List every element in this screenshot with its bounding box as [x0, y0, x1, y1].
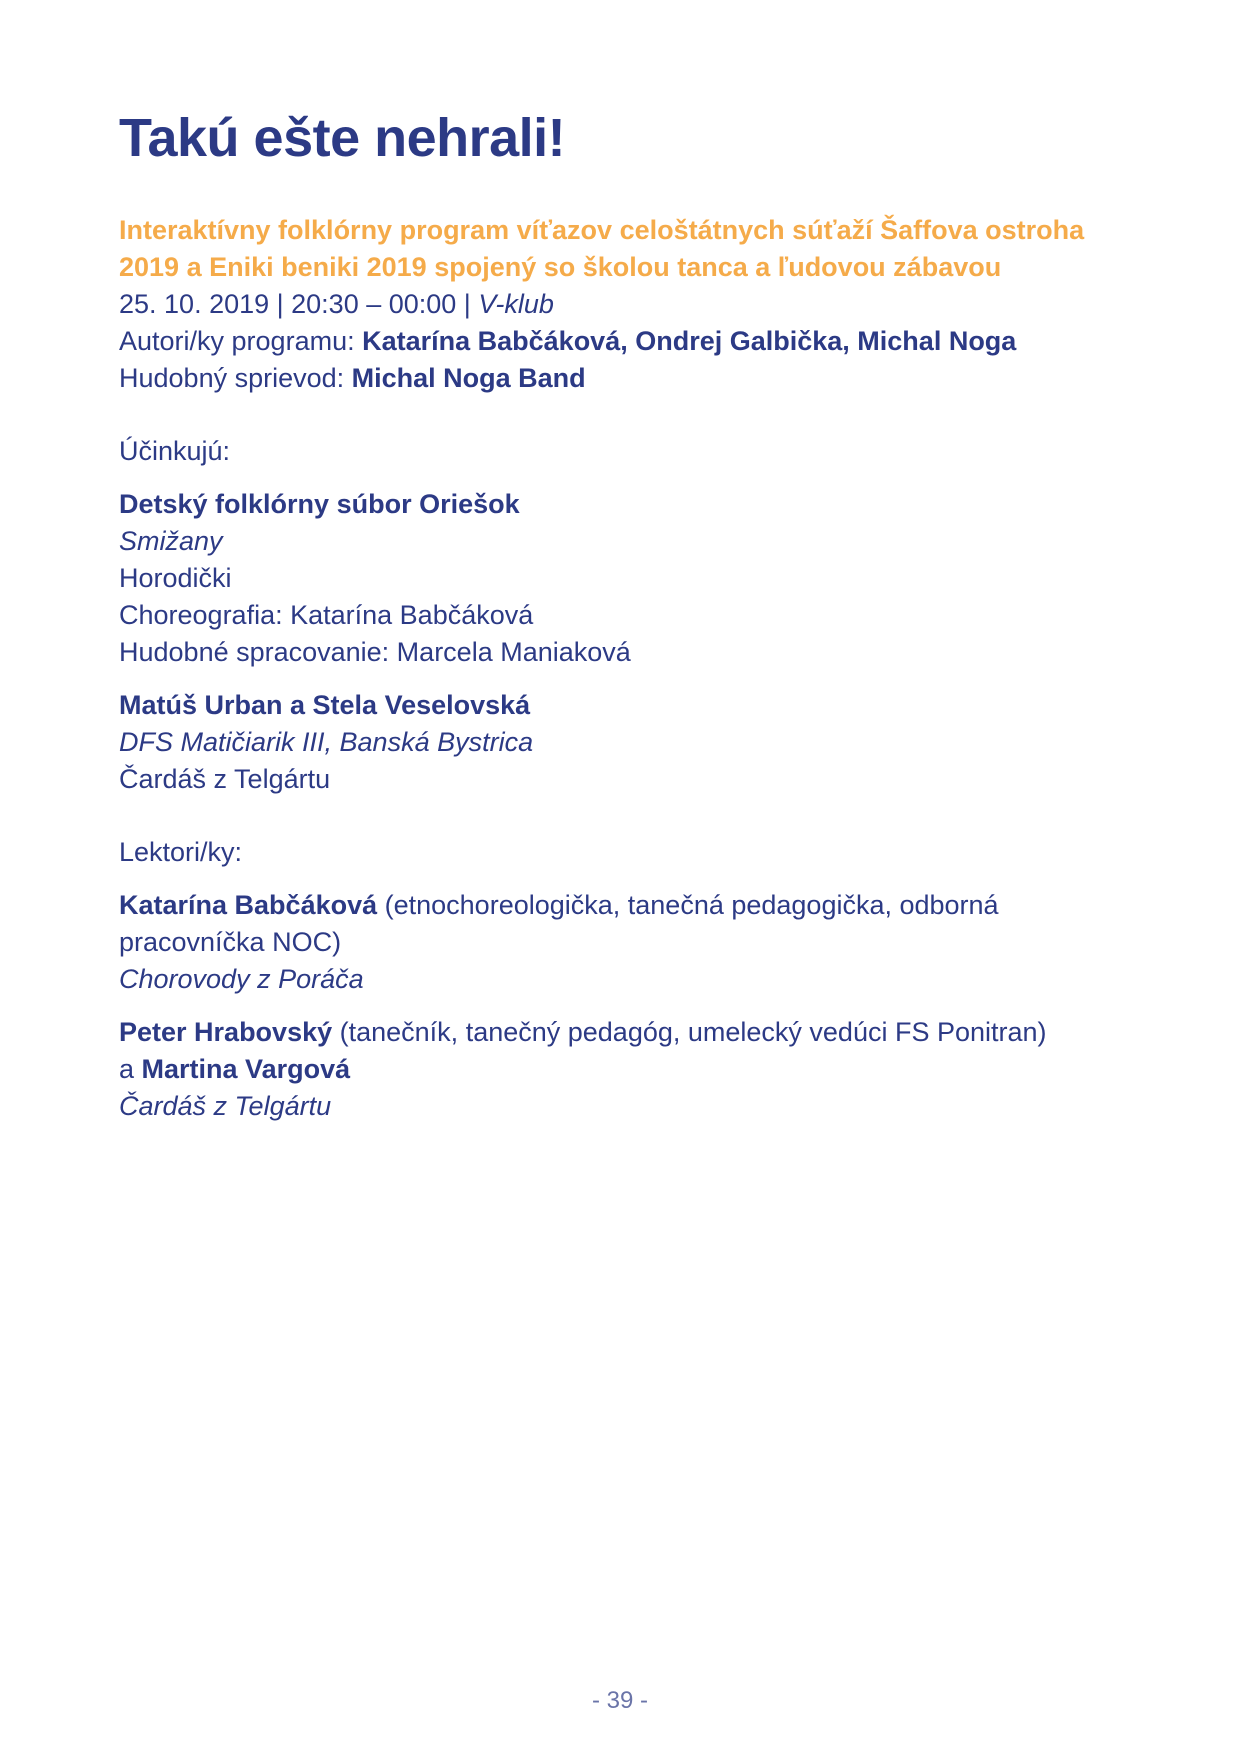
performer-piece: Čardáš z Telgártu	[119, 764, 331, 794]
performer-origin: DFS Matičiarik III, Banská Bystrica	[119, 727, 534, 757]
performers-heading: Účinkujú:	[119, 436, 231, 466]
lecturer-partner-line	[119, 1051, 1129, 1088]
performer-origin: Smižany	[119, 526, 223, 556]
performer-block-1	[119, 486, 1129, 671]
page-content	[119, 106, 1129, 1125]
lecturer-conjunction: a	[119, 1054, 142, 1084]
performer-choreography: Choreografia: Katarína Babčáková	[119, 600, 534, 630]
lecturer-line	[119, 1014, 1129, 1051]
subtitle-line-2: 2019 a Eniki beniki 2019 spojený so školou tanca a ľudovou zábavou	[119, 252, 1002, 282]
lecturer-name: Peter Hrabovský	[119, 1017, 333, 1047]
event-venue: V-klub	[478, 289, 554, 319]
lecturers-heading: Lektori/ky:	[119, 837, 243, 867]
authors-label: Autori/ky programu:	[119, 326, 363, 356]
authors-line	[119, 323, 1129, 360]
performer-block-2	[119, 687, 1129, 798]
lecturer-name: Katarína Babčáková	[119, 890, 378, 920]
lecturer-description: (etnochoreologička, tanečná pedagogička, odborná	[377, 890, 999, 920]
page-title: Takú ešte nehrali!	[119, 108, 566, 168]
music-name: Michal Noga Band	[351, 363, 586, 393]
lecturer-dance: Čardáš z Telgártu	[119, 1091, 332, 1121]
performer-piece: Horodički	[119, 563, 232, 593]
subtitle-line-1: Interaktívny folklórny program víťazov celoštátnych súťaží Šaffova ostroha	[119, 215, 1085, 245]
lecturer-dance: Chorovody z Poráča	[119, 964, 364, 994]
event-datetime-line	[119, 286, 1129, 323]
page-number: - 39 -	[591, 1687, 648, 1714]
music-label: Hudobný sprievod:	[119, 363, 352, 393]
lecturer-line	[119, 887, 1129, 924]
program-subtitle	[119, 212, 1129, 286]
lecturer-description: (tanečník, tanečný pedagóg, umelecký vedúci FS Ponitran)	[332, 1017, 1047, 1047]
performer-name: Detský folklórny súbor Oriešok	[119, 489, 520, 519]
lecturer-partner-name: Martina Vargová	[141, 1054, 351, 1084]
lecturer-block-2	[119, 1014, 1129, 1125]
authors-names: Katarína Babčáková, Ondrej Galbička, Michal Noga	[362, 326, 1017, 356]
performer-name: Matúš Urban a Stela Veselovská	[119, 690, 531, 720]
lecturer-description-cont: pracovníčka NOC)	[119, 927, 342, 957]
performer-music-arrangement: Hudobné spracovanie: Marcela Maniaková	[119, 637, 631, 667]
music-line	[119, 360, 1129, 397]
event-datetime: 25. 10. 2019 | 20:30 – 00:00 |	[119, 289, 479, 319]
lecturer-block-1	[119, 887, 1129, 998]
